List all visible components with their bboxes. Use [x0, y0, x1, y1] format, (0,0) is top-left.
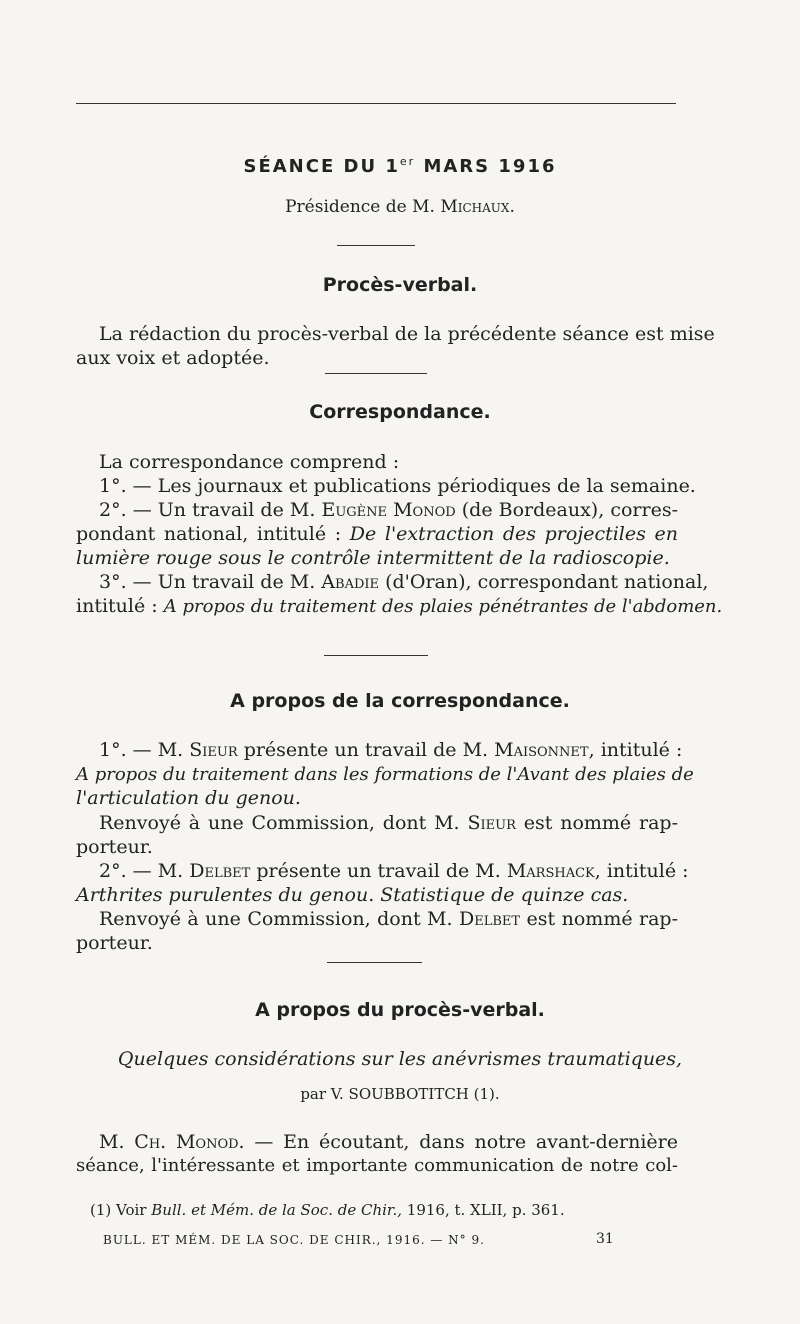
- article-body-line-1: M. Ch. Monod. — En écoutant, dans notre avant-dernière: [99, 1131, 678, 1153]
- section-rule: [325, 373, 427, 374]
- apc-p2-line-3: Renvoyé à une Commission, dont M. Delbet est nommé rap-: [99, 908, 679, 930]
- apc-p2-line-2: Arthrites purulentes du genou. Statistique de quinze cas.: [76, 884, 629, 906]
- section-rule: [324, 655, 428, 656]
- apc-p1-line-4: Renvoyé à une Commission, dont M. Sieur est nommé rap-: [99, 812, 679, 834]
- proces-verbal-line-1: La rédaction du procès-verbal de la précédente séance est mise: [99, 323, 715, 345]
- correspondance-item-2-line-2: pondant national, intitulé : De l'extraction des projectiles en: [76, 523, 678, 545]
- a-propos-correspondance-heading: A propos de la correspondance.: [230, 690, 570, 712]
- apc-p2-line-4: porteur.: [76, 932, 153, 954]
- section-rule: [327, 962, 422, 963]
- footnote: (1) Voir Bull. et Mém. de la Soc. de Chir., 1916, t. XLII, p. 361.: [90, 1201, 565, 1219]
- correspondance-intro: La correspondance comprend :: [99, 451, 400, 473]
- presidence: Présidence de M. Michaux.: [285, 197, 515, 217]
- article-author: par V. SOUBBOTITCH (1).: [300, 1085, 500, 1103]
- correspondance-item-2-line-1: 2°. — Un travail de M. Eugène Monod (de Bordeaux), corres-: [99, 499, 678, 521]
- seance-title: SÉANCE DU 1er MARS 1916: [243, 155, 557, 177]
- correspondance-heading: Correspondance.: [309, 401, 491, 423]
- correspondance-item-3-line-1: 3°. — Un travail de M. Abadie (d'Oran), correspondant national,: [99, 571, 709, 593]
- proces-verbal-line-2: aux voix et adoptée.: [76, 347, 270, 369]
- correspondance-item-3-line-2: intitulé : A propos du traitement des plaies pénétrantes de l'abdomen.: [76, 595, 723, 617]
- apc-p1-line-5: porteur.: [76, 836, 153, 858]
- section-rule: [337, 245, 415, 246]
- article-body-line-2: séance, l'intéressante et importante communication de notre col-: [76, 1155, 678, 1176]
- top-rule: [76, 103, 676, 104]
- apc-p1-line-2: A propos du traitement dans les formations de l'Avant des plaies de: [76, 764, 694, 785]
- a-propos-proces-verbal-heading: A propos du procès-verbal.: [255, 999, 545, 1021]
- apc-p1-line-1: 1°. — M. Sieur présente un travail de M. Maisonnet, intitulé :: [99, 739, 683, 761]
- running-footer: BULL. ET MÉM. DE LA SOC. DE CHIR., 1916. — N° 9.: [103, 1233, 485, 1247]
- page-number: 31: [596, 1231, 614, 1247]
- apc-p2-line-1: 2°. — M. Delbet présente un travail de M. Marshack, intitulé :: [99, 860, 689, 882]
- correspondance-item-1: 1°. — Les journaux et publications périodiques de la semaine.: [99, 475, 696, 497]
- correspondance-item-2-line-3: lumière rouge sous le contrôle intermittent de la radioscopie.: [76, 547, 670, 569]
- article-title: Quelques considérations sur les anévrismes traumatiques,: [117, 1048, 683, 1070]
- proces-verbal-heading: Procès-verbal.: [322, 274, 478, 296]
- apc-p1-line-3: l'articulation du genou.: [76, 787, 301, 809]
